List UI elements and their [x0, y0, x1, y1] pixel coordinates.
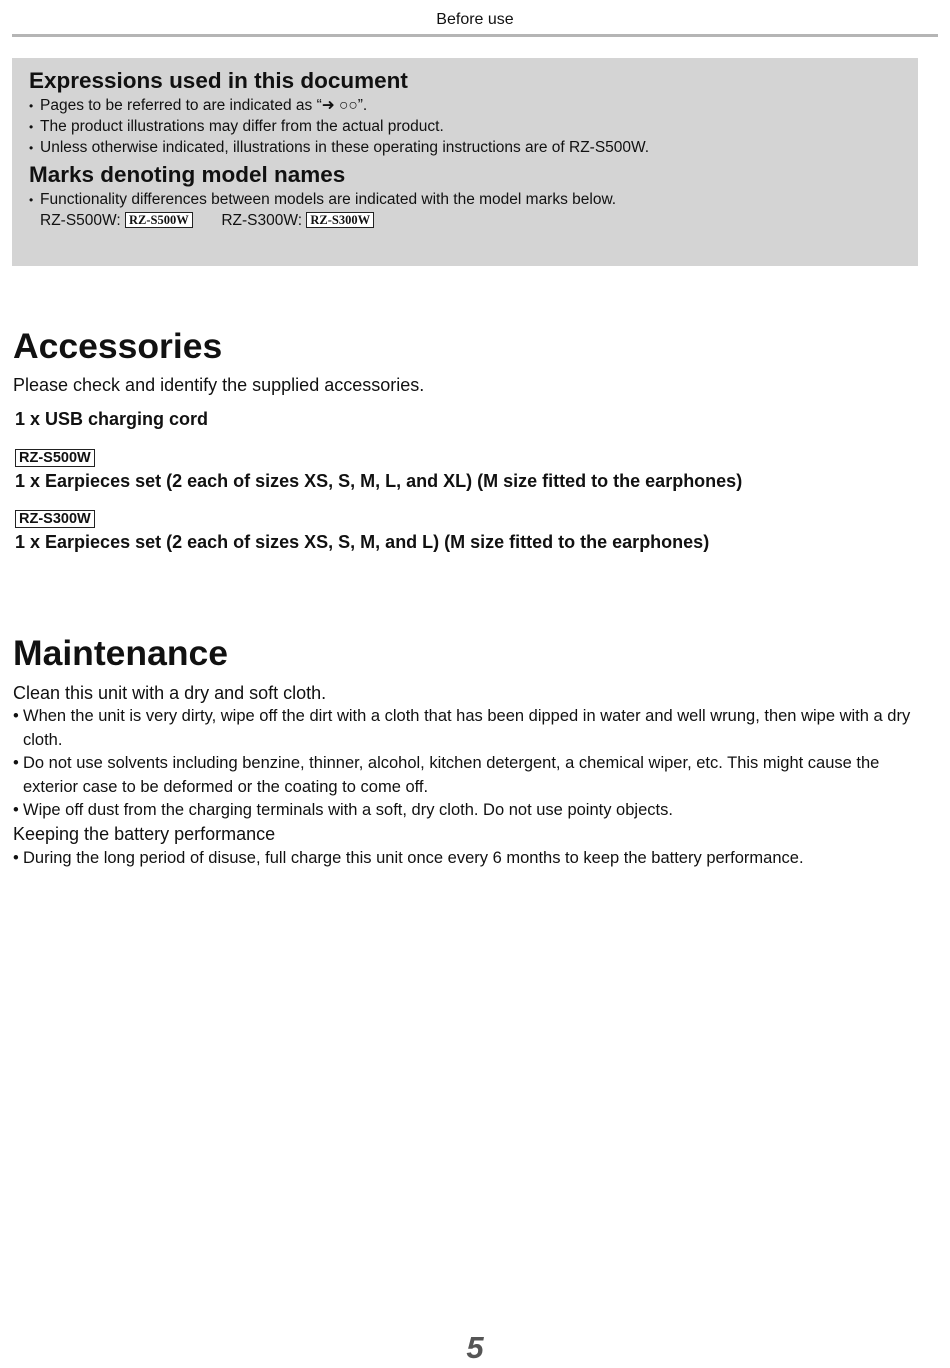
- battery-bullet: [13, 847, 938, 871]
- expressions-info-box: [12, 58, 918, 266]
- list-item: • Unless otherwise indicated, illustrations in these operating instructions are of RZ-S500W.: [29, 137, 901, 158]
- list-item: • The product illustrations may differ from the actual product.: [29, 116, 901, 137]
- list-item: • Pages to be referred to are indicated as “➜ ○○”.: [29, 95, 901, 116]
- maintenance-title: Maintenance: [13, 633, 229, 673]
- model-marks-heading: Marks denoting model names: [29, 162, 346, 187]
- accessories-title: Accessories: [13, 326, 223, 366]
- header-rule: [12, 34, 938, 37]
- maintenance-bullet: [13, 799, 938, 823]
- model-mark-block-s500: [15, 449, 95, 467]
- bullet-dot: •: [13, 801, 19, 819]
- model-marks-list: [29, 189, 901, 210]
- maintenance-bullet: [13, 752, 938, 799]
- model-mark-s500: RZ-S500W: [15, 449, 95, 467]
- model-label-s300: RZ-S300W:: [221, 212, 303, 229]
- battery-heading: Keeping the battery performance: [13, 824, 276, 844]
- accessories-intro: Please check and identify the supplied accessories.: [13, 375, 425, 395]
- earpieces-s500-item: 1 x Earpieces set (2 each of sizes XS, S, M, L, and XL) (M size fitted to the earphones): [15, 471, 743, 491]
- model-mark-s300: RZ-S300W: [15, 510, 95, 528]
- maintenance-bullet: [13, 705, 938, 752]
- model-mark-block-s300: [15, 510, 95, 528]
- bullet-dot: •: [13, 754, 19, 772]
- page-number: 5: [466, 1330, 484, 1365]
- running-header: Before use: [436, 11, 514, 28]
- expressions-list: [29, 95, 901, 158]
- maintenance-intro: Clean this unit with a dry and soft cloth.: [13, 683, 327, 703]
- expressions-heading: Expressions used in this document: [29, 68, 408, 93]
- bullet-text: During the long period of disuse, full charge this unit once every 6 months to keep the battery performance.: [23, 849, 804, 867]
- model-label-s500: RZ-S500W:: [40, 212, 121, 229]
- earpieces-s300-item: 1 x Earpieces set (2 each of sizes XS, S, M, and L) (M size fitted to the earphones): [15, 532, 710, 552]
- bullet-text: Wipe off dust from the charging terminals with a soft, dry cloth. Do not use pointy objects.: [23, 801, 673, 819]
- model-mark-s300: RZ-S300W: [306, 212, 374, 228]
- bullet-dot: •: [13, 707, 19, 725]
- bullet-text: Do not use solvents including benzine, thinner, alcohol, kitchen detergent, a chemical wiper, etc. This might cause the exterior case to be deformed or the coating to come off.: [23, 754, 880, 796]
- bullet-text: When the unit is very dirty, wipe off the dirt with a cloth that has been dipped in water and well wrung, then wipe with a dry cloth.: [23, 707, 911, 749]
- model-marks-line: [29, 210, 901, 232]
- usb-cord-item: 1 x USB charging cord: [15, 409, 209, 429]
- model-mark-s500: RZ-S500W: [125, 212, 193, 228]
- list-item: • Functionality differences between models are indicated with the model marks below.: [29, 189, 901, 210]
- bullet-dot: •: [13, 849, 19, 867]
